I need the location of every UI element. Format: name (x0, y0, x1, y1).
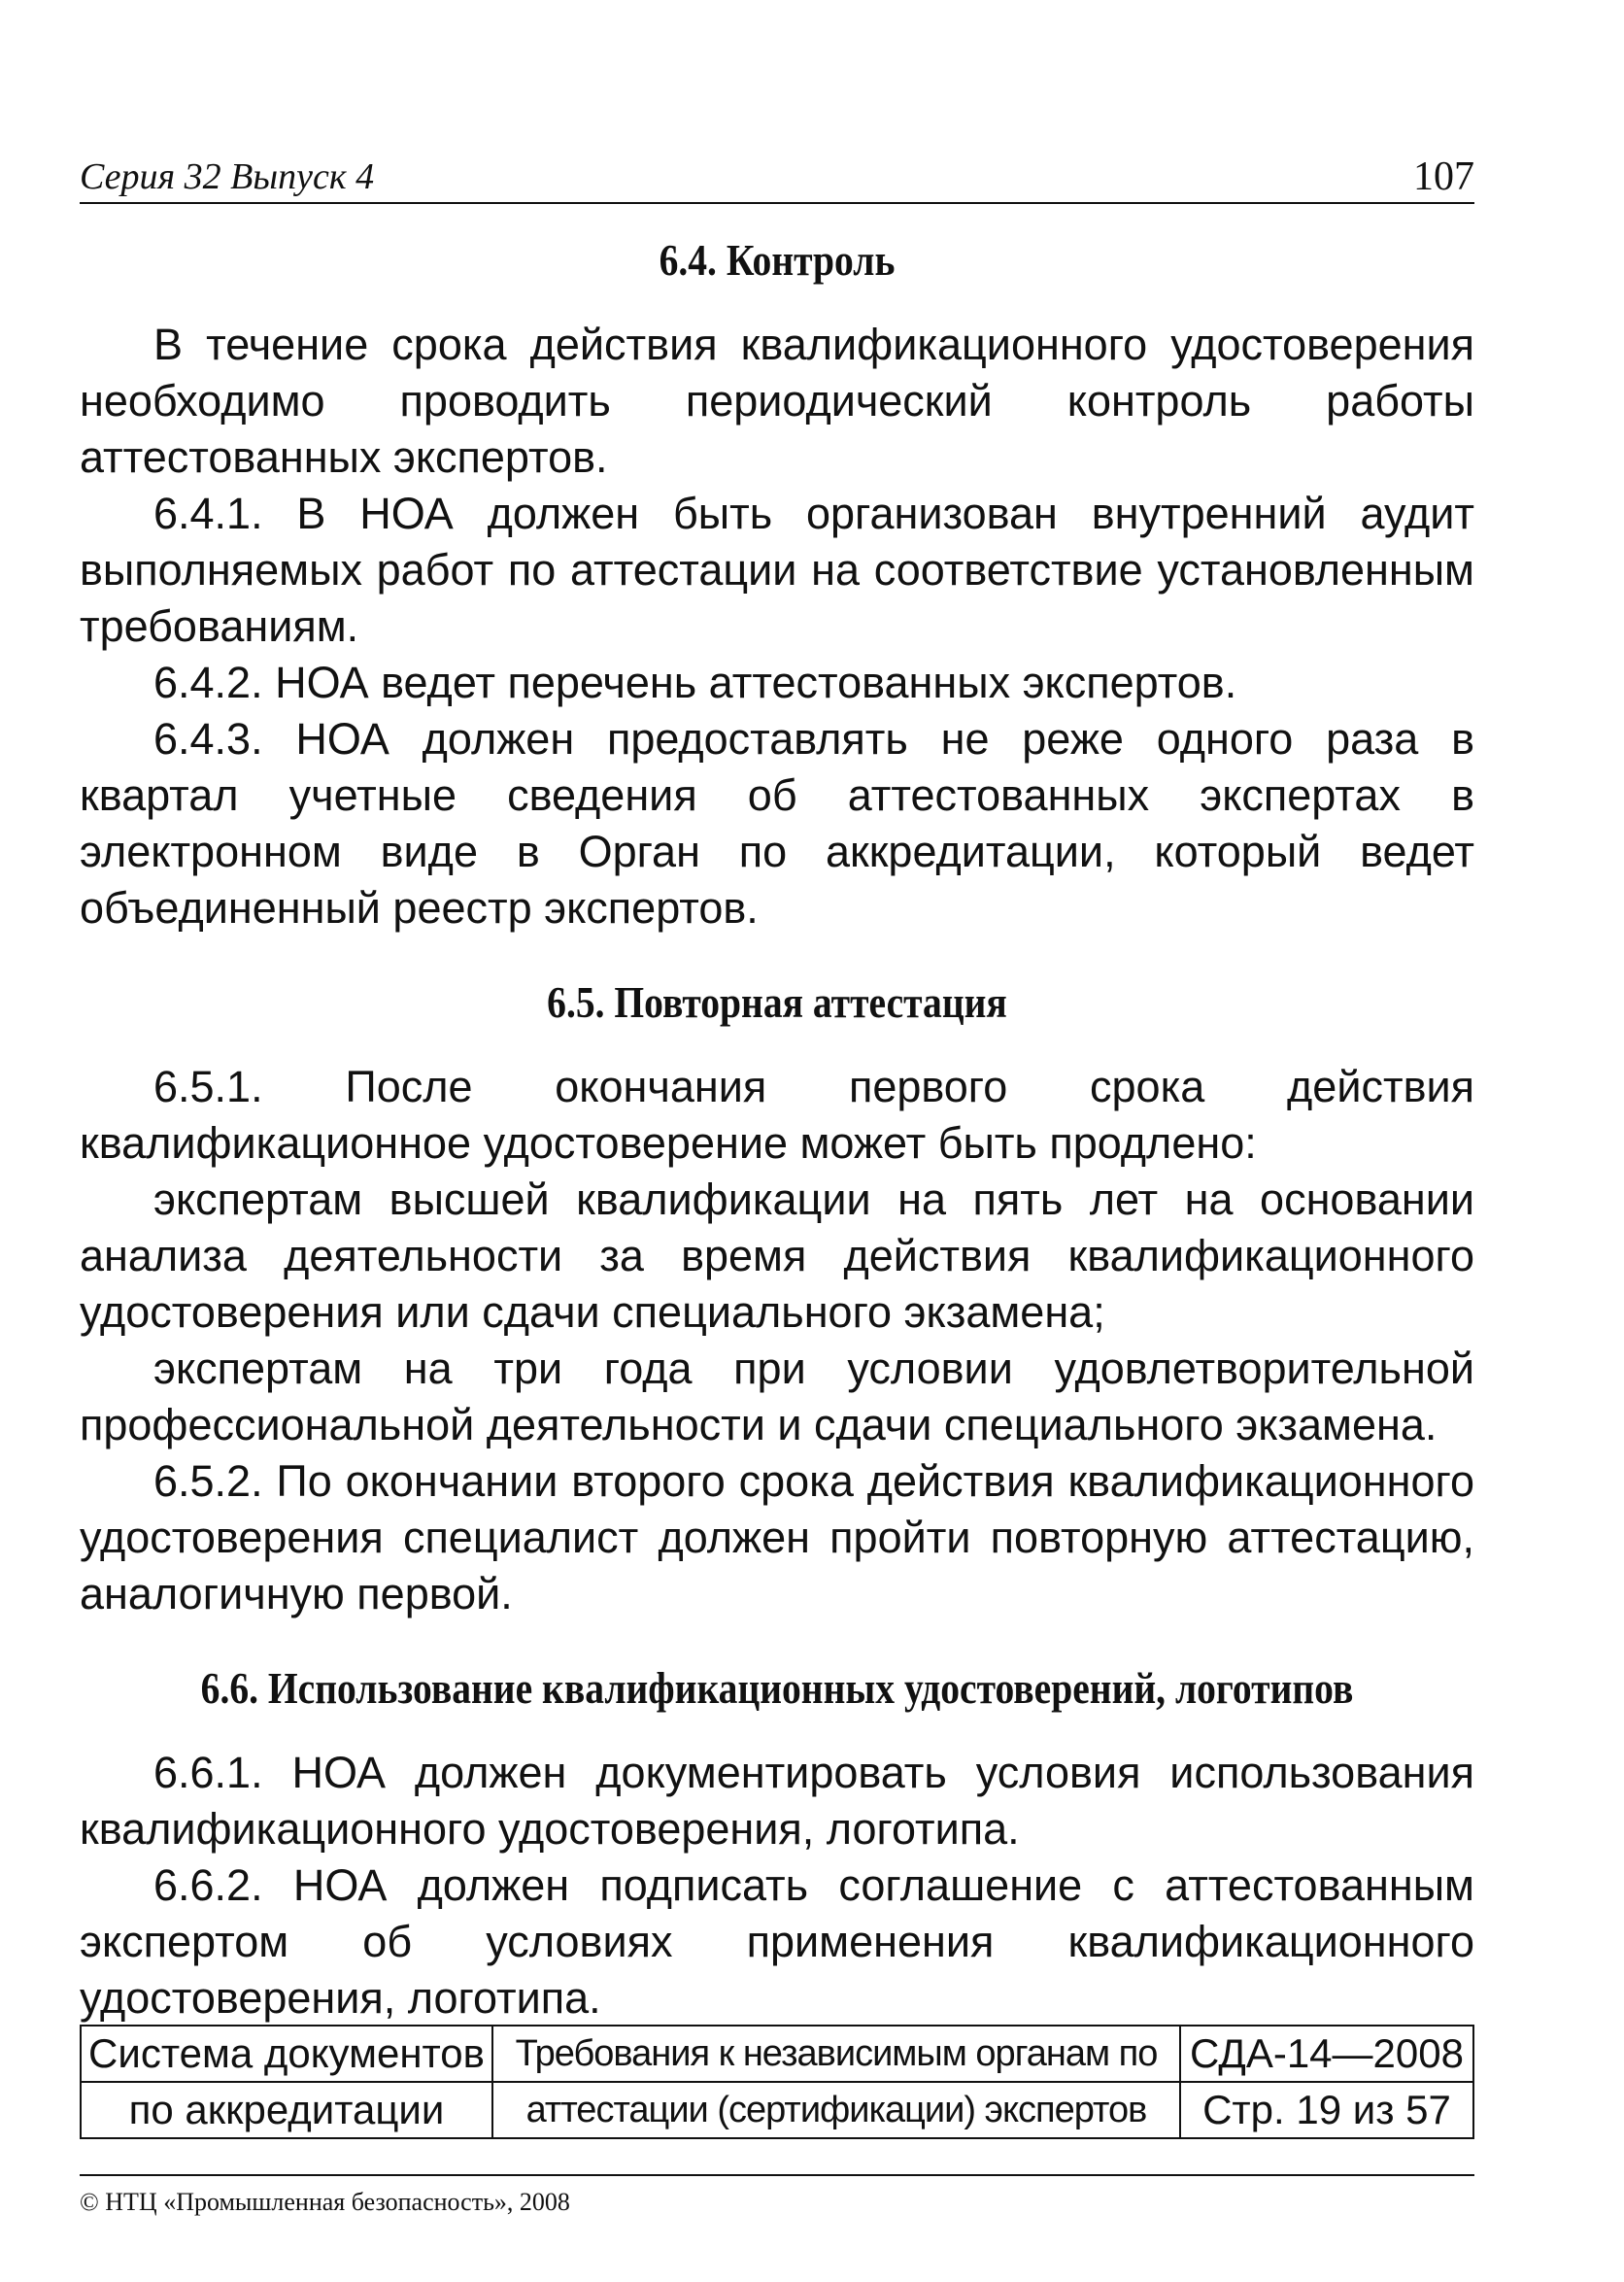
paragraph: 6.6.1. НОА должен документировать условия использования квалификационного удостоверения, логотипа. (80, 1748, 1474, 1854)
running-header (80, 144, 1474, 204)
document-info-table (80, 2025, 1474, 2139)
table-cell: по аккредитации (81, 2082, 492, 2138)
page-number: 107 (1413, 154, 1474, 199)
section-title-6-4: 6.4. Контроль (659, 235, 896, 285)
paragraph: 6.5.1. После окончания первого срока действия квалификационное удостоверение может быть продлено: (80, 1062, 1474, 1168)
table-cell: Требования к независимым органам по (492, 2026, 1180, 2082)
section-title-6-6: 6.6. Использование квалификационных удостоверений, логотипов (200, 1663, 1354, 1713)
paragraph: 6.4.2. НОА ведет перечень аттестованных экспертов. (153, 658, 1237, 707)
table-row (81, 2026, 1473, 2082)
footer-divider (80, 2174, 1474, 2176)
section-title-6-5: 6.5. Повторная аттестация (547, 977, 1007, 1027)
series-label: Серия 32 Выпуск 4 (80, 156, 375, 197)
paragraph: 6.4.3. НОА должен предоставлять не реже одного раза в квартал учетные сведения об аттестованных экспертах в электронном виде в Орган по аккредитации, который ведет объединенный реестр экспертов. (80, 714, 1474, 933)
paragraph: В течение срока действия квалификационного удостоверения необходимо проводить периодический контроль работы аттестованных экспертов. (80, 320, 1474, 482)
table-cell: СДА-14—2008 (1180, 2026, 1473, 2082)
paragraph: 6.4.1. В НОА должен быть организован внутренний аудит выполняемых работ по аттестации на соответствие установленным требованиям. (80, 489, 1474, 651)
paragraph: 6.6.2. НОА должен подписать соглашение с аттестованным экспертом об условиях применения квалификационного удостоверения, логотипа. (80, 1860, 1474, 2023)
paragraph: 6.5.2. По окончании второго срока действия квалификационного удостоверения специалист должен пройти повторную аттестацию, аналогичную первой. (80, 1456, 1474, 1618)
table-cell: аттестации (сертификации) экспертов (492, 2082, 1180, 2138)
table-cell: Система документов (81, 2026, 492, 2082)
paragraph: экспертам высшей квалификации на пять лет на основании анализа деятельности за время действия квалификационного удостоверения или сдачи специального экзамена; (80, 1175, 1474, 1337)
table-row (81, 2082, 1473, 2138)
paragraph: экспертам на три года при условии удовлетворительной профессиональной деятельности и сдачи специального экзамена. (80, 1344, 1474, 1449)
table-cell: Стр. 19 из 57 (1180, 2082, 1473, 2138)
copyright-notice: © НТЦ «Промышленная безопасность», 2008 (80, 2188, 570, 2216)
page-body (80, 216, 1474, 2027)
